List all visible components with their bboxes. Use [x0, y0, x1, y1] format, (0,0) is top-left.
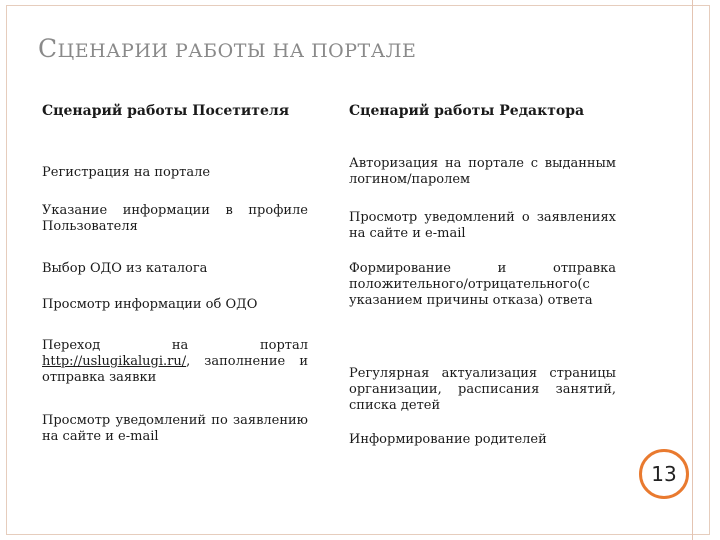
editor-authorization: Авторизация на портале с выданным логином/паролем — [349, 156, 616, 187]
editor-column-header: Сценарий работы Редактора — [349, 103, 585, 119]
title-first-letter: С — [38, 34, 58, 63]
editor-forming-answer: Формирование и отправка положительного/отрицательного(с указанием причины отказа) ответа — [349, 261, 616, 308]
slide-title — [38, 34, 416, 63]
visitor-profile: Указание информации в профиле Пользователя — [42, 203, 308, 234]
goto-prefix: Переход на портал — [42, 338, 308, 353]
title-rest: ЦЕНАРИИ РАБОТЫ НА ПОРТАЛЕ — [57, 40, 417, 62]
editor-notifications: Просмотр уведомлений о заявлениях на сайте и e-mail — [349, 210, 616, 241]
decorative-line — [692, 0, 693, 540]
editor-inform-parents: Информирование родителей — [349, 432, 547, 447]
goto-suffix: , заполнение и отправка заявки — [42, 354, 308, 385]
visitor-column-header: Сценарий работы Посетителя — [42, 103, 290, 119]
visitor-notifications: Просмотр уведомлений по заявлению на сайте и e-mail — [42, 413, 308, 444]
visitor-goto-portal — [42, 338, 308, 386]
page-number-badge: 13 — [639, 449, 689, 499]
visitor-view-odo: Просмотр информации об ОДО — [42, 297, 258, 312]
portal-link[interactable]: http://uslugikalugi.ru/ — [42, 354, 187, 369]
editor-update-page: Регулярная актуализация страницы организации, расписания занятий, списка детей — [349, 366, 616, 413]
visitor-choose-odo: Выбор ОДО из каталога — [42, 261, 208, 276]
visitor-registration: Регистрация на портале — [42, 165, 211, 180]
